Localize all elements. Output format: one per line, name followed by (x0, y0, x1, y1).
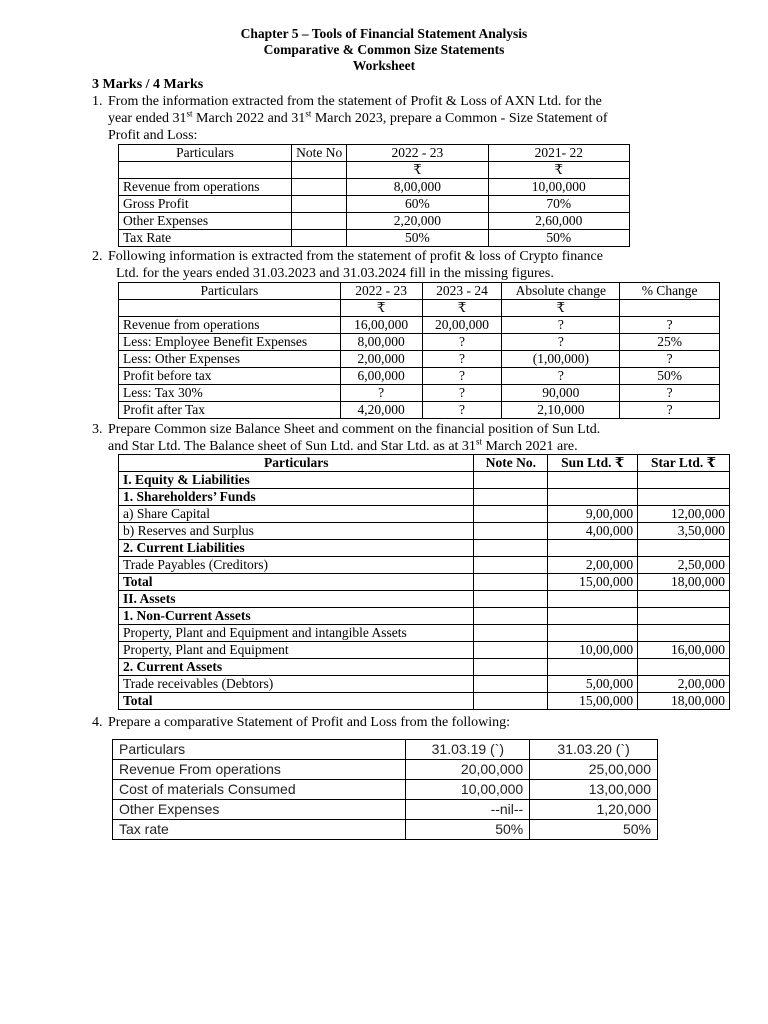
row-label: 2. Current Assets (119, 659, 474, 676)
row-label: Revenue from operations (119, 317, 341, 334)
row-label: I. Equity & Liabilities (119, 472, 474, 489)
currency-row (119, 300, 720, 317)
row-label: Gross Profit (119, 196, 292, 213)
table-cell (548, 489, 638, 506)
column-header: 2023 - 24 (422, 283, 502, 300)
currency-symbol: ₹ (347, 162, 488, 179)
column-header: Absolute change (502, 283, 620, 300)
table-cell: 9,00,000 (548, 506, 638, 523)
question-text: From the information extracted from the statement of Profit & Loss of AXN Ltd. for the (108, 94, 602, 109)
table-cell (474, 489, 548, 506)
table-cell: 2,50,000 (638, 557, 730, 574)
table-row (113, 820, 658, 840)
table-row (119, 472, 730, 489)
subtitle: Comparative & Common Size Statements (263, 42, 505, 57)
question-text: Profit and Loss: (108, 128, 198, 143)
column-header: Star Ltd. ₹ (638, 455, 730, 472)
table-cell (638, 489, 730, 506)
row-label: Total (119, 574, 474, 591)
row-label: Revenue From operations (113, 760, 406, 780)
table-row (119, 402, 720, 419)
table-cell: ? (422, 402, 502, 419)
superscript: st (475, 436, 482, 447)
table-cell (474, 659, 548, 676)
table-row (119, 676, 730, 693)
column-header: 2021- 22 (488, 145, 629, 162)
table-cell: 50% (530, 820, 658, 840)
row-label: Tax rate (113, 820, 406, 840)
table-row (113, 780, 658, 800)
table-row (119, 351, 720, 368)
column-header: Particulars (113, 740, 406, 760)
table-cell: 5,00,000 (548, 676, 638, 693)
chapter-title: Chapter 5 – Tools of Financial Statement Analysis (240, 26, 528, 41)
row-label: b) Reserves and Surplus (119, 523, 474, 540)
table-row (119, 196, 630, 213)
table-cell: ? (620, 351, 720, 368)
column-header: 31.03.19 (`) (406, 740, 530, 760)
currency-symbol: ₹ (340, 300, 422, 317)
table-cell (474, 591, 548, 608)
question-1 (92, 93, 608, 144)
table-row (119, 179, 630, 196)
table-cell (638, 659, 730, 676)
table-cell (474, 540, 548, 557)
table-cell: 2,00,000 (548, 557, 638, 574)
column-header: Particulars (119, 283, 341, 300)
table-cell: 1,20,000 (530, 800, 658, 820)
table-cell (474, 642, 548, 659)
table-cell: ? (620, 402, 720, 419)
row-label: 1. Shareholders’ Funds (119, 489, 474, 506)
table-cell (638, 591, 730, 608)
table-row (119, 557, 730, 574)
table-cell: ? (422, 334, 502, 351)
table-cell: ? (422, 351, 502, 368)
table-cell: 2,20,000 (347, 213, 488, 230)
table-cell (474, 574, 548, 591)
column-header: Note No. (474, 455, 548, 472)
table-cell (292, 196, 347, 213)
table-cell: 10,00,000 (488, 179, 629, 196)
table-row (119, 334, 720, 351)
table-row (119, 574, 730, 591)
table-cell (548, 472, 638, 489)
table-cell: 8,00,000 (347, 179, 488, 196)
table-cell: 90,000 (502, 385, 620, 402)
column-header: % Change (620, 283, 720, 300)
table-cell: 10,00,000 (548, 642, 638, 659)
table-cell (474, 506, 548, 523)
superscript: st (305, 108, 312, 119)
column-header: Note No (292, 145, 347, 162)
column-header: 31.03.20 (`) (530, 740, 658, 760)
row-label: Other Expenses (113, 800, 406, 820)
currency-symbol: ₹ (502, 300, 620, 317)
table-cell: ? (422, 385, 502, 402)
table-row (119, 540, 730, 557)
table-cell: 50% (488, 230, 629, 247)
table-cell (474, 676, 548, 693)
superscript: st (186, 108, 193, 119)
row-label: Property, Plant and Equipment and intangible Assets (119, 625, 474, 642)
question-number: 1. (92, 94, 103, 109)
table-cell: 18,00,000 (638, 574, 730, 591)
table-header-row (119, 145, 630, 162)
column-header: Sun Ltd. ₹ (548, 455, 638, 472)
table-cell: ? (502, 317, 620, 334)
table-cell (292, 213, 347, 230)
table-row (119, 368, 720, 385)
question-number: 3. (92, 422, 103, 437)
table-cell (548, 540, 638, 557)
table-cell: 50% (620, 368, 720, 385)
question-text: March 2023, prepare a Common - Size Statement of (311, 111, 608, 126)
row-label: II. Assets (119, 591, 474, 608)
table-cell: ? (502, 368, 620, 385)
table-cell: 8,00,000 (340, 334, 422, 351)
question-text: Prepare Common size Balance Sheet and comment on the financial position of Sun Ltd. (108, 422, 601, 437)
table-header-row (119, 283, 720, 300)
column-header: Particulars (119, 145, 292, 162)
table-cell (638, 625, 730, 642)
q4-table (112, 739, 658, 840)
row-label: Cost of materials Consumed (113, 780, 406, 800)
q3-table (118, 454, 730, 710)
table-row (119, 506, 730, 523)
table-cell (474, 472, 548, 489)
question-number: 2. (92, 249, 103, 264)
table-cell: 50% (406, 820, 530, 840)
worksheet-label: Worksheet (352, 58, 416, 73)
table-cell: 3,50,000 (638, 523, 730, 540)
table-cell: 10,00,000 (406, 780, 530, 800)
table-cell: ? (502, 334, 620, 351)
table-row (119, 317, 720, 334)
row-label: 1. Non-Current Assets (119, 608, 474, 625)
currency-symbol: ₹ (422, 300, 502, 317)
row-label: a) Share Capital (119, 506, 474, 523)
table-cell: 2,00,000 (638, 676, 730, 693)
table-cell: 2,10,000 (502, 402, 620, 419)
table-header-row (119, 455, 730, 472)
q1-table (118, 144, 630, 247)
table-row (113, 800, 658, 820)
currency-row (119, 162, 630, 179)
table-cell (638, 472, 730, 489)
table-cell: 4,20,000 (340, 402, 422, 419)
question-text: Following information is extracted from the statement of profit & loss of Crypto finance (108, 249, 603, 264)
table-cell: 4,00,000 (548, 523, 638, 540)
question-number: 4. (92, 715, 103, 730)
table-cell: 16,00,000 (638, 642, 730, 659)
table-cell: 2,00,000 (340, 351, 422, 368)
column-header: Particulars (119, 455, 474, 472)
column-header: 2022 - 23 (340, 283, 422, 300)
table-header-row (113, 740, 658, 760)
table-cell: 12,00,000 (638, 506, 730, 523)
table-cell: 50% (347, 230, 488, 247)
question-text: Ltd. for the years ended 31.03.2023 and 31.03.2024 fill in the missing figures. (116, 266, 554, 281)
table-row (119, 625, 730, 642)
table-cell: 18,00,000 (638, 693, 730, 710)
table-cell: 25% (620, 334, 720, 351)
table-cell: ? (340, 385, 422, 402)
table-cell: 6,00,000 (340, 368, 422, 385)
row-label: Less: Other Expenses (119, 351, 341, 368)
table-cell: ? (422, 368, 502, 385)
table-cell: 16,00,000 (340, 317, 422, 334)
table-row (119, 230, 630, 247)
table-cell: 15,00,000 (548, 574, 638, 591)
table-row (119, 693, 730, 710)
table-cell (474, 523, 548, 540)
table-row (119, 591, 730, 608)
row-label: 2. Current Liabilities (119, 540, 474, 557)
question-text: Prepare a comparative Statement of Profit and Loss from the following: (108, 715, 511, 730)
table-cell: 2,60,000 (488, 213, 629, 230)
table-row (119, 523, 730, 540)
row-label: Other Expenses (119, 213, 292, 230)
table-cell: 15,00,000 (548, 693, 638, 710)
table-cell: ? (620, 385, 720, 402)
table-cell (638, 540, 730, 557)
marks-heading: 3 Marks / 4 Marks (92, 77, 204, 92)
row-label: Trade receivables (Debtors) (119, 676, 474, 693)
row-label: Property, Plant and Equipment (119, 642, 474, 659)
q2-table (118, 282, 720, 419)
table-cell: (1,00,000) (502, 351, 620, 368)
table-row (119, 659, 730, 676)
row-label: Trade Payables (Creditors) (119, 557, 474, 574)
question-text: March 2022 and 31 (192, 111, 306, 126)
row-label: Revenue from operations (119, 179, 292, 196)
table-cell: 13,00,000 (530, 780, 658, 800)
table-cell (292, 230, 347, 247)
table-cell: 70% (488, 196, 629, 213)
table-cell (292, 179, 347, 196)
table-row (119, 385, 720, 402)
row-label: Tax Rate (119, 230, 292, 247)
question-text: year ended 31 (108, 111, 187, 126)
table-cell (638, 608, 730, 625)
table-cell: 20,00,000 (406, 760, 530, 780)
table-cell (548, 659, 638, 676)
table-cell: --nil-- (406, 800, 530, 820)
column-header: 2022 - 23 (347, 145, 488, 162)
table-row (119, 489, 730, 506)
table-cell: ? (620, 317, 720, 334)
currency-symbol: ₹ (488, 162, 629, 179)
table-row (119, 608, 730, 625)
question-text: and Star Ltd. The Balance sheet of Sun Ltd. and Star Ltd. as at 31 (108, 439, 476, 454)
table-cell (474, 557, 548, 574)
table-cell (474, 693, 548, 710)
table-cell (548, 625, 638, 642)
table-row (119, 213, 630, 230)
question-3 (92, 421, 600, 455)
question-text: March 2021 are. (481, 439, 578, 454)
table-cell (548, 608, 638, 625)
table-row (113, 760, 658, 780)
worksheet-header (0, 26, 768, 74)
question-2 (92, 248, 603, 282)
table-cell (474, 608, 548, 625)
table-cell (548, 591, 638, 608)
row-label: Profit after Tax (119, 402, 341, 419)
table-cell: 60% (347, 196, 488, 213)
question-4 (92, 714, 510, 731)
table-cell: 25,00,000 (530, 760, 658, 780)
table-cell (474, 625, 548, 642)
row-label: Less: Tax 30% (119, 385, 341, 402)
row-label: Total (119, 693, 474, 710)
table-row (119, 642, 730, 659)
row-label: Profit before tax (119, 368, 341, 385)
table-cell: 20,00,000 (422, 317, 502, 334)
row-label: Less: Employee Benefit Expenses (119, 334, 341, 351)
